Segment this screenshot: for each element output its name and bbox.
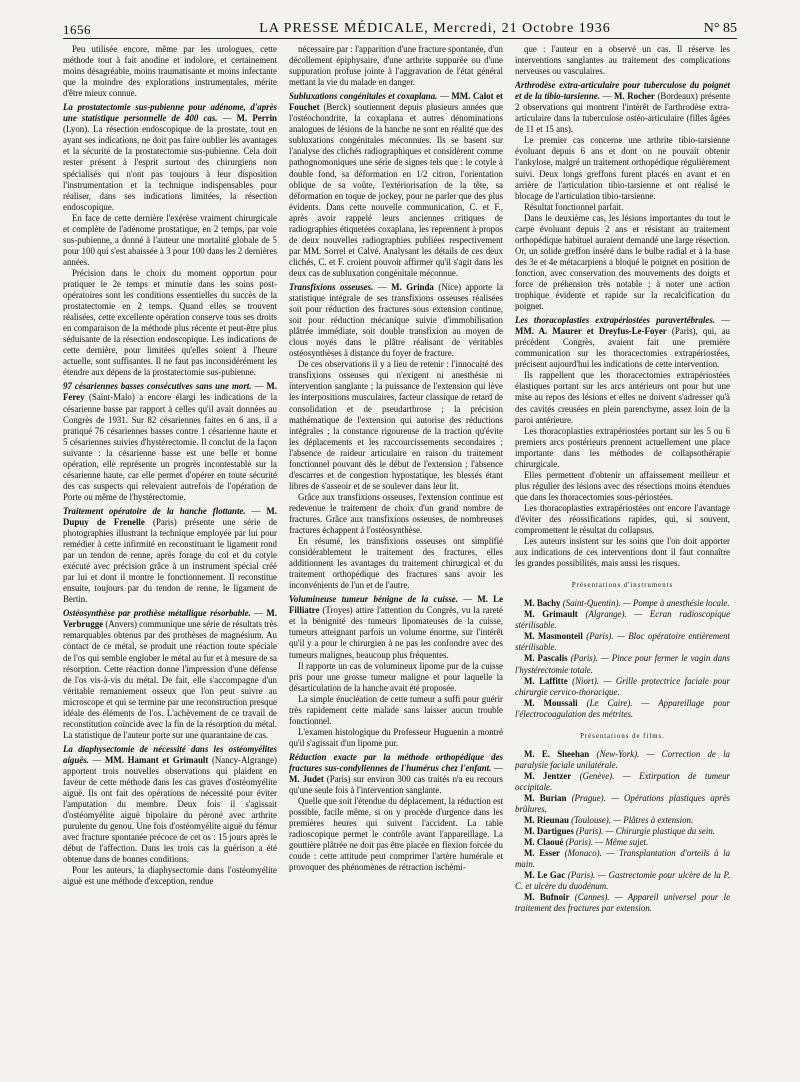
column-1 xyxy=(63,44,277,1074)
presentation-title: (Prague). — Opérations plastiques après brûlures. xyxy=(515,793,730,815)
article-paragraph xyxy=(63,44,277,99)
column-3 xyxy=(515,44,730,1074)
presenter-name: M. Dartigues xyxy=(524,826,574,837)
presenter-name: M. Bufnoir xyxy=(524,892,570,903)
paragraph-text: Quelle que soit l'étendue du déplacement, la réduction est possible, facile même, si on y procède d'urgence dans les premières heures qui suivent l'accident. La table radioscopique permet le contrôle avant l'appareillage. La gouttière plâtrée ne doit pas être placée en flexion forcée du coude : cette attitude peut comprimer l'artère humérale et provoquer des phénomènes de rétraction ischémi- xyxy=(289,796,503,873)
journal-title: LA PRESSE MÉDICALE, Mercredi, 21 Octobre 1936 xyxy=(259,21,611,36)
article-paragraph xyxy=(63,268,277,378)
paragraph-text: Il rapporte un cas de volumineux lipome pur de la cuisse pris pour une grosse tumeur maligne et pour laquelle la désarticulation de la hanche avait été proposée. xyxy=(289,660,503,693)
presenter-name: M. Le Gac xyxy=(524,870,566,881)
presentation-item xyxy=(515,609,730,631)
article-paragraph xyxy=(515,503,730,536)
paragraph-text: Précision dans le choix du moment opportun pour pratiquer le 2e temps et minutie dans les soins post-opératoires sont les conditions essentielles du succès de la prostatectomie en 2 temps. Quand elles se trouvent réalisées, cette excellente opération conserve tous ses droits en comparaison de la méthode plus récente et peut-être plus séduisante de la résection endoscopique. Les indications de cette dernière, pour limitées qu'elles soient à l'heure actuelle, sont suffisantes. Il ne faut pas inconsidérément les étendre aux dépens de la prostatectomie sus-pubienne. xyxy=(63,267,277,378)
author-name: M. Perrin xyxy=(236,113,277,124)
presentation-title: (Toulouse). — Plâtres à extension. xyxy=(571,815,694,826)
paragraph-text: Peu utilisée encore, même par les urologues, cette méthode tout à fait anodine et indolore, et certainement moins désagréable, moins traumatisante et moins infectante que la moindre des explorations instrumentales, mérite d'être mieux connue. xyxy=(63,44,277,99)
paragraph-text: (Paris), qui, au précédent Congrès, avaient fait une première communication sur les thoracectomies extrapériostées, précisent aujourd'hui les indications de cette intervention. xyxy=(515,326,730,370)
article-paragraph xyxy=(63,213,277,268)
article-title: 97 césariennes basses consécutives sans une mort. xyxy=(63,381,252,392)
article-title: Réduction exacte par la méthode orthopédique des fractures sus-condyliennes de l'humérus chez l'enfant. xyxy=(289,751,503,773)
presenter-name: M. Moussali xyxy=(524,697,578,708)
presentation-title: (Paris). — Chirurgie plastique du sein. xyxy=(576,826,715,837)
presentation-item xyxy=(515,771,730,793)
paragraph-text: En face de cette dernière l'exérèse vraiment chirurgicale et complète de l'adénome prostatique, en 2 temps, par voie sus-pubienne, a donné à l'auteur une mortalité globale de 5 pour 100 qui s'est abaissée à 3 pour 100 dans les 2 dernières années. xyxy=(63,212,277,267)
paragraph-text: nécessaire par : l'apparition d'une fracture spontanée, d'un décollement épiphysaire, d'une arthrite suppurée ou d'une suppuration profuse jointe à l'aggravation de l'état général mettant la vie du malade en danger. xyxy=(289,44,503,88)
presentation-item xyxy=(515,653,730,675)
article-title: Transfixions osseuses. xyxy=(289,281,374,292)
presentation-item xyxy=(515,826,730,837)
article-title: Volumineuse tumeur bénigne de la cuisse. xyxy=(289,594,458,605)
presenter-name: M. Claoué xyxy=(524,837,564,848)
article-paragraph-lead: Transfixions osseuses. — M. Grinda (Nice) apporte la statistique intégrale de ses transfixions osseuses réalisées soit pour réduction des fractures sous extension continue, soit pour réduction mécanique suivie d'immobilisation plâtrée immédiate, soit double transfixion au moyen de clous noyés dans le plâtre réalisant de véritables ostéosynthèses à distance du foyer de fracture. xyxy=(289,281,503,359)
presentation-title: (Le Caire). — Appareillage pour l'électrocoagulation des métrites. xyxy=(515,697,730,719)
article-paragraph xyxy=(289,694,503,727)
author-name: M. Judet xyxy=(289,774,324,785)
article-paragraph-lead: Les thoracoplasties extrapériostées paravertébrales. — MM. A. Maurer et Dreyfus-Le-Foyer (Paris), qui, au précédent Congrès, avaient fait une première communication sur les thoracectomies extrapériostées, précisent aujourd'hui les indications de cette intervention. xyxy=(515,315,730,370)
presentation-item xyxy=(515,676,730,698)
author-name: M. Ferey xyxy=(63,381,277,403)
presentation-item xyxy=(515,598,730,609)
paragraph-text: De ces observations il y a lieu de retenir : l'innocuité des transfixions osseuses qui n'exigent ni anesthésie ni intervention sanglante ; la puissance de l'extension qui lève les interpositions musculaires, facteur classique de retard de consolidation et de pseudarthrose ; la précision mathématique de l'extension qui autorise des réductions intégrales ; la constance rigoureuse de la traction qu'évite les déplacements et les raccourcissements secondaires ; l'absence de raideur articulaire en raison du traitement fonctionnel pouvant dès le début de l'extension ; l'absence d'escarres et de congestion hypostatique, les blessés étant libres de s'asseoir et de se soulever dans leur lit. xyxy=(289,359,503,491)
article-paragraph xyxy=(515,536,730,569)
author-name: M. Rocher xyxy=(614,91,655,102)
paragraph-text: Elles permettent d'obtenir un affaissement meilleur et plus régulier des lésions avec des résections moins étendues que dans les thoracectomies sous-périostées. xyxy=(515,469,730,502)
paragraph-text: Le premier cas concerne une arthrite tibio-tarsienne évoluant depuis 6 ans et dont on ne pouvait obtenir l'ankylose, malgré un traitement orthopédique régulièrement suivi. Deux longs greffons furent placés en avant et en arrière de l'articulation tibio-tarsienne et ont réalisé le blocage de l'articulation tibio-tarsienne. xyxy=(515,135,730,201)
author-name: MM. Hamant et Grimault xyxy=(105,754,209,765)
presenter-name: M. Laffitte xyxy=(524,675,568,686)
presenter-name: M. Grimault xyxy=(524,609,578,620)
article-paragraph-lead: Volumineuse tumeur bénigne de la cuisse. — M. Le Filliatre (Troyes) attire l'attention du Congrès, vu la rareté et la bénignité des tumeurs lipomateuses de la cuisse, tumeurs atteignant parfois un volume énorme, sur l'intérêt qu'il y a pour le chirurgien à ne pas les confondre avec des tumeurs malignes, beaucoup plus fréquentes. xyxy=(289,594,503,660)
column-3-articles xyxy=(515,44,730,569)
article-paragraph xyxy=(289,796,503,873)
presentation-item xyxy=(515,793,730,815)
author-name: M. Grinda xyxy=(391,281,434,292)
presenter-name: M. Bachy xyxy=(524,598,561,609)
presentation-item xyxy=(515,892,730,914)
presentation-title: (Paris). — Bloc opératoire entièrement stérilisable. xyxy=(515,631,730,653)
presentation-item xyxy=(515,870,730,892)
presenter-name: M. Rieunau xyxy=(524,815,569,826)
article-title: Subluxations congénitales et coxaplana. xyxy=(289,91,438,102)
issue-number: N° 85 xyxy=(703,21,737,36)
article-paragraph-lead: Arthrodèse extra-articulaire pour tuberculose du poignet et de la tibio-tarsienne. — M. Rocher (Bordeaux) présente 2 observations qui montrent l'intérêt de l'arthrodèse extra-articulaire dans la tuberculose ostéo-articulaire (filles âgées de 11 et 15 ans). xyxy=(515,80,730,135)
article-paragraph-lead: La prostatectomie sus-pubienne pour adénome, d'après une statistique personnelle de 400 cas. — M. Perrin (Lyon). La résection endoscopique de la prostate, tout en ayant ses indications, ne doit pas faire oublier les avantages et la sécurité de la prostatectomie sus-pubienne. Cela doit rester présent à l'esprit surtout des chirurgiens non spécialisés qui n'ont pas toujours à leur disposition l'instrumentation et la technique indispensables pour réaliser, dans ses indications limitées, la résection endoscopique. xyxy=(63,102,277,212)
paragraph-text: Résultat fonctionnel parfait. xyxy=(524,201,624,212)
article-title: Les thoracoplasties extrapériostées paravertébrales. xyxy=(515,315,716,326)
presentation-item xyxy=(515,848,730,870)
article-paragraph xyxy=(515,426,730,470)
page-number: 1656 xyxy=(63,22,91,37)
article-paragraph-lead: Ostéosynthèse par prothèse métallique résorbable. — M. Verbrugge (Anvers) communique une série de résultats très remarquables obtenus par des prothèses de magnésium. Au contact de ce métal, se produit une réaction toute spéciale de l'os qui semble englober le métal au fur et à mesure de sa résorption. Cette réaction donne l'impression d'une défense de l'os vis-à-vis du métal. De fait, elle s'accompagne d'un véritable remaniement osseux que l'on peut suivre au microscope et qui se termine par une reconstruction presque idéale des éléments de l'os. L'achèvement de ce travail de reconstitution coïncide avec la fin de la résorption du métal. La statistique de l'auteur porte sur une quarantaine de cas. xyxy=(63,608,277,740)
article-paragraph xyxy=(515,470,730,503)
paragraph-text: Les thoracoplasties extrapériostées portant sur les 5 ou 6 premiers arcs postérieurs prennent actuellement une place importante dans les méthodes de collapsothérapie chirurgicale. xyxy=(515,425,730,469)
presentation-item xyxy=(515,815,730,826)
paragraph-text: (Nancy-Algrange) apportent trois nouvelles observations qui plaident en faveur de cette méthode dans les cas graves d'ostéomyélite aiguë. Ils ont fait des opérations de nécessité pour éviter l'amputation du membre. Deux fois il s'agissait d'ostéomyélite aiguë bipolaire du péroné avec arthrite purulente du genou. Une fois d'ostéomyélite aiguë du fémur avec fracture spontanée précoce de cet os : 15 jours après le début de l'affection. Dans les trois cas la guérison a été obtenue dans de bonnes conditions. xyxy=(63,754,277,865)
author-name: M. Le Filliatre xyxy=(289,594,503,616)
paragraph-text: Dans le deuxième cas, les lésions importantes du tout le carpe évoluant depuis 2 ans et résistant au traitement orthopédique habituel auraient demandé une large résection. Or, un solide greffon inséré dans le bulbe radial et à la base des 3e et 4e métacarpiens a bloqué le poignet en position de fonction, avec conservation des mouvements des doigts et force de préhension très notable ; à noter une action trophique évidente et rapide sur la recalcification du poignet. xyxy=(515,212,730,312)
paragraph-text: L'examen histologique du Professeur Huguenin a montré qu'il s'agissait d'un lipome pur. xyxy=(289,726,503,748)
presentation-title: (Genève). — Extirpation de tumeur occipitale. xyxy=(515,770,730,792)
article-paragraph xyxy=(63,865,277,887)
article-paragraph xyxy=(515,202,730,213)
paragraph-text: (Anvers) communique une série de résultats très remarquables obtenus par des prothèses de magnésium. Au contact de ce métal, se produit une réaction toute spéciale de l'os qui semble englober le métal au fur et à mesure de sa résorption. Cette réaction donne l'impression d'une défense de l'os vis-à-vis du métal. De fait, elle s'accompagne d'un véritable remaniement osseux que l'on peut suivre au microscope et qui se termine par une reconstruction presque idéale des éléments de l'os. L'achèvement de ce travail de reconstitution coïncide avec la fin de la résorption du métal. La statistique de l'auteur porte sur une quarantaine de cas. xyxy=(63,619,277,740)
presentation-title: (Cannes). — Appareil universel pour le traitement des fractures par extension. xyxy=(515,892,730,914)
article-title: Ostéosynthèse par prothèse métallique résorbable. xyxy=(63,608,251,619)
presentation-title: (Algrange). — Ecran radioscopique stérilisable. xyxy=(515,609,730,631)
author-name: MM. A. Maurer et Dreyfus-Le-Foyer xyxy=(515,326,667,337)
author-name: M. Verbrugge xyxy=(63,608,277,630)
author-name: M. Dupuy de Frenelle xyxy=(63,505,277,527)
article-paragraph xyxy=(289,661,503,694)
article-title: La diaphysectomie de nécessité dans les ostéomyélites aiguës. xyxy=(63,743,277,765)
presentation-item xyxy=(515,698,730,720)
paragraph-text: (Paris) présente une série de photographies illustrant la technique employée par lui pour remédier à cette infirmité en reconstituant le ligament rond par un tendon de renne, après forage du col et du cotyle exécuté avec précision grâce à un instrument spécial créé par lui et dont il montre le fonctionnement. Il reconstitue ensuite, toujours par du tendon de renne, le ligament de Bertin. xyxy=(63,516,277,605)
presenter-name: M. Masmonteil xyxy=(524,631,583,642)
presentation-title: (New-York). — Correction de la paralysie faciale unilatérale. xyxy=(515,748,730,770)
films-heading: Présentations de films. xyxy=(580,732,665,740)
paragraph-text: (Nice) apporte la statistique intégrale de ses transfixions osseuses réalisées soit pour réduction des fractures sous extension continue, soit pour réduction mécanique suivie d'immobilisation plâtrée immédiate, soit double transfixion au moyen de clous noyés dans le plâtre réalisant de véritables ostéosynthèses à distance du foyer de fracture. xyxy=(289,281,503,359)
paragraph-text: (Berck) soutiennent depuis plusieurs années que l'ostéochondrite, la coxaplana et autres dénominations analogues de lésions de la hanche ne sont en réalité que des subluxations congénitales méconnues. Ils se basent sur l'analyse des clichés radiographiques et considèrent comme pathognomoniques une série de signes tels que : le cotyle à double fond, sa déformation en 1/2 citron, l'orientation oblique de sa voûte, l'extériorisation de la tête, sa déformation en toque de jockey, pour ne parler que des plus évidents. Dans cette nouvelle communication, C. et F., après avoir rappelé leurs anciennes critiques de radiographies étiquetées coxaplana, les reprennent à propos de deux nouvelles radiographies publiées respectivement par MM. Sorrel et Calvé. Analysant les détails de ces deux clichés, C. et F. croient pouvoir affirmer qu'il s'agit dans les deux cas de subluxation congénitale méconnue. xyxy=(289,102,503,278)
article-paragraph-lead: Traitement opératoire de la hanche flottante. — M. Dupuy de Frenelle (Paris) présente une série de photographies illustrant la technique employée par lui pour remédier à cette infirmité en reconstituant le ligament rond par un tendon de renne, après forage du col et du cotyle exécuté avec précision grâce à un instrument spécial créé par lui et dont il montre le fonctionnement. Il reconstitue ensuite, toujours par du tendon de renne, le ligament de Bertin. xyxy=(63,505,277,605)
article-paragraph xyxy=(289,44,503,88)
paragraph-text: Grâce aux transfixions osseuses, l'extension continue est redevenue le traitement de choix d'un grand nombre de fractures. Grâce aux transfixions osseuses, de nombreuses fractures échappent à l'ostéosynthèse. xyxy=(289,491,503,536)
column-2 xyxy=(289,44,503,1074)
presentation-item xyxy=(515,631,730,653)
presentation-title: (Paris). — Même sujet. xyxy=(565,837,649,848)
films-list xyxy=(515,749,730,915)
article-paragraph xyxy=(515,135,730,201)
article-paragraph xyxy=(289,727,503,749)
paragraph-text: Les thoracoplasties extrapériostées ont encore l'avantage d'éviter des réossifications rapides, qui, si souvent, compromettent le résultat du collapsus. xyxy=(515,502,730,536)
article-title: Arthrodèse extra-articulaire pour tuberculose du poignet et de la tibio-tarsienne. xyxy=(515,80,730,102)
paragraph-text: (Troyes) attire l'attention du Congrès, vu la rareté et la bénignité des tumeurs lipomateuses de la cuisse, tumeurs atteignant parfois un volume énorme, sur l'intérêt qu'il y a pour le chirurgien à ne pas les confondre avec des tumeurs malignes, beaucoup plus fréquentes. xyxy=(289,605,503,660)
article-paragraph xyxy=(515,44,730,77)
article-paragraph xyxy=(289,536,503,591)
paragraph-text: Pour les auteurs, la diaphysectomie dans l'ostéomyélite aiguë est une méthode d'exception, rendue xyxy=(63,865,277,887)
article-paragraph-lead: 97 césariennes basses consécutives sans une mort. — M. Ferey (Saint-Malo) a encore élargi les indications de la césarienne basse par rapport à celles qu'il avait données au Congrès de 1931. Sur 82 césariennes faites en 6 ans, il a pratiqué 76 césariennes basses contre 1 césarienne haute et 5 césariennes suivies d'hystérectomie. Il conclut de la façon suivante : la césarienne basse est une belle et bonne opération, elle représente un progrès incontestable sur la césarienne haute, car elle permet d'opérer en toute sécurité des cas suspects qui relevaient autrefois de l'opération de Porte ou même de l'hystérectomie. xyxy=(63,381,277,502)
instruments-list xyxy=(515,598,730,720)
article-paragraph xyxy=(289,492,503,536)
article-paragraph-lead: La diaphysectomie de nécessité dans les ostéomyélites aiguës. — MM. Hamant et Grimault (Nancy-Algrange) apportent trois nouvelles observations qui plaident en faveur de cette méthode dans les cas graves d'ostéomyélite aiguë. Ils ont fait des opérations de nécessité pour éviter l'amputation du membre. Deux fois il s'agissait d'ostéomyélite aiguë bipolaire du péroné avec arthrite purulente du genou. Une fois d'ostéomyélite aiguë du fémur avec fracture spontanée précoce de cet os : 15 jours après le début de l'affection. Dans les trois cas la guérison a été obtenue dans de bonnes conditions. xyxy=(63,743,277,865)
page-header xyxy=(63,10,737,39)
paragraph-text: La simple énucléation de cette tumeur a suffi pour guérir très rapidement cette malade sans laisser aucun trouble fonctionnel. xyxy=(289,693,503,726)
paragraph-text: Les auteurs insistent sur les soins que l'on doit apporter aux indications de ces interventions dont il faut connaître les grandes possibilités, mais aussi les risques. xyxy=(515,536,730,569)
presentation-title: (Paris). — Gastrectomie pour ulcère de la P. C. et ulcère du duodénum. xyxy=(515,870,730,892)
presenter-name: M. Esser xyxy=(524,848,560,859)
paragraph-text: que : l'auteur en a observé un cas. Il réserve les interventions sanglantes au traitement des complications nerveuses ou vasculaires. xyxy=(515,44,730,77)
presenter-name: M. Pascalis xyxy=(524,653,568,664)
article-paragraph xyxy=(515,213,730,312)
instruments-heading: Présentations d'instruments xyxy=(571,582,674,590)
paragraph-text: (Paris) sur environ 300 cas traités n'a eu recours qu'une seule fois à l'intervention sanglante. xyxy=(289,774,503,796)
article-title: La prostatectomie sus-pubienne pour adénome, d'après une statistique personnelle de 400 cas. xyxy=(63,102,277,124)
article-paragraph-lead: Réduction exacte par la méthode orthopédique des fractures sus-condyliennes de l'humérus chez l'enfant. — M. Judet (Paris) sur environ 300 cas traités n'a eu recours qu'une seule fois à l'intervention sanglante. xyxy=(289,751,503,796)
presentation-title: (Monaco). — Transplantation d'orteils à la main. xyxy=(515,848,730,870)
presenter-name: M. Jentzer xyxy=(524,770,572,781)
presenter-name: M. Burian xyxy=(524,793,567,803)
paragraph-text: (Bordeaux) présente 2 observations qui montrent l'intérêt de l'arthrodèse extra-articulaire dans la tuberculose ostéo-articulaire (filles âgées de 11 et 15 ans). xyxy=(515,91,730,135)
presentation-item xyxy=(515,837,730,848)
article-paragraph xyxy=(515,370,730,425)
presentation-title: (Paris). — Pince pour fermer le vagin dans l'hystérectomie totale. xyxy=(515,653,730,675)
article-columns xyxy=(63,44,730,1074)
presentation-title: (Niort). — Grille protectrice faciale pour chirurgie cervico-thoracique. xyxy=(515,675,730,697)
presentation-title: (Saint-Quentin). — Pompe à anesthésie locale. xyxy=(562,598,730,609)
paragraph-text: Ils rappellent que les thoracectomies extrapériostées élastiques portant sur les arcs antérieurs ont pour but une mise au repos des lésions et elles ne doivent s'adresser qu'à des cavités creusées en plein parenchyme, assez loin de la paroi antérieure. xyxy=(515,370,730,425)
author-name: MM. Calot et Fouchet xyxy=(289,91,503,113)
article-paragraph-lead: Subluxations congénitales et coxaplana. — MM. Calot et Fouchet (Berck) soutiennent depuis plusieurs années que l'ostéochondrite, la coxaplana et autres dénominations analogues de lésions de la hanche ne sont en réalité que des subluxations congénitales méconnues. Ils se basent sur l'analyse des clichés radiographiques et considèrent comme pathognomoniques une série de signes tels que : le cotyle à double fond, sa déformation en 1/2 citron, l'orientation oblique de sa voûte, l'extériorisation de la tête, sa déformation en toque de jockey, pour ne parler que des plus évidents. Dans cette nouvelle communication, C. et F., après avoir rappelé leurs anciennes critiques de radiographies étiquetées coxaplana, les reprennent à propos de deux nouvelles radiographies publiées respectivement par MM. Sorrel et Calvé. Analysant les détails de ces deux clichés, C. et F. croient pouvoir affirmer qu'il s'agit dans les deux cas de subluxation congénitale méconnue. xyxy=(289,91,503,278)
article-paragraph xyxy=(289,359,503,492)
article-title: Traitement opératoire de la hanche flottante. xyxy=(63,505,246,516)
paragraph-text: En résumé, les transfixions osseuses ont simplifié considérablement le traitement des fractures, elles additionnent les avantages du traitement chirurgical et du traitement orthopédique des fractures sans avoir les inconvénients de l'un et de l'autre. xyxy=(289,536,503,591)
presenter-name: M. E. Sheehan xyxy=(524,748,590,759)
paragraph-text: (Lyon). La résection endoscopique de la prostate, tout en ayant ses indications, ne doit pas faire oublier les avantages et la sécurité de la prostatectomie sus-pubienne. Cela doit rester présent à l'esprit surtout des chirurgiens non spécialisés qui n'ont pas toujours à leur disposition l'instrumentation et la technique indispensables pour réaliser, dans ses indications limitées, la résection endoscopique. xyxy=(63,124,277,212)
presentation-item xyxy=(515,749,730,771)
paragraph-text: (Saint-Malo) a encore élargi les indications de la césarienne basse par rapport à celles qu'il avait données au Congrès de 1931. Sur 82 césariennes faites en 6 ans, il a pratiqué 76 césariennes basses contre 1 césarienne haute et 5 césariennes suivies d'hystérectomie. Il conclut de la façon suivante : la césarienne basse est une belle et bonne opération, elle représente un progrès incontestable sur la césarienne haute, car elle permet d'opérer en toute sécurité des cas suspects qui relevaient autrefois de l'opération de Porte ou même de l'hystérectomie. xyxy=(63,392,277,502)
